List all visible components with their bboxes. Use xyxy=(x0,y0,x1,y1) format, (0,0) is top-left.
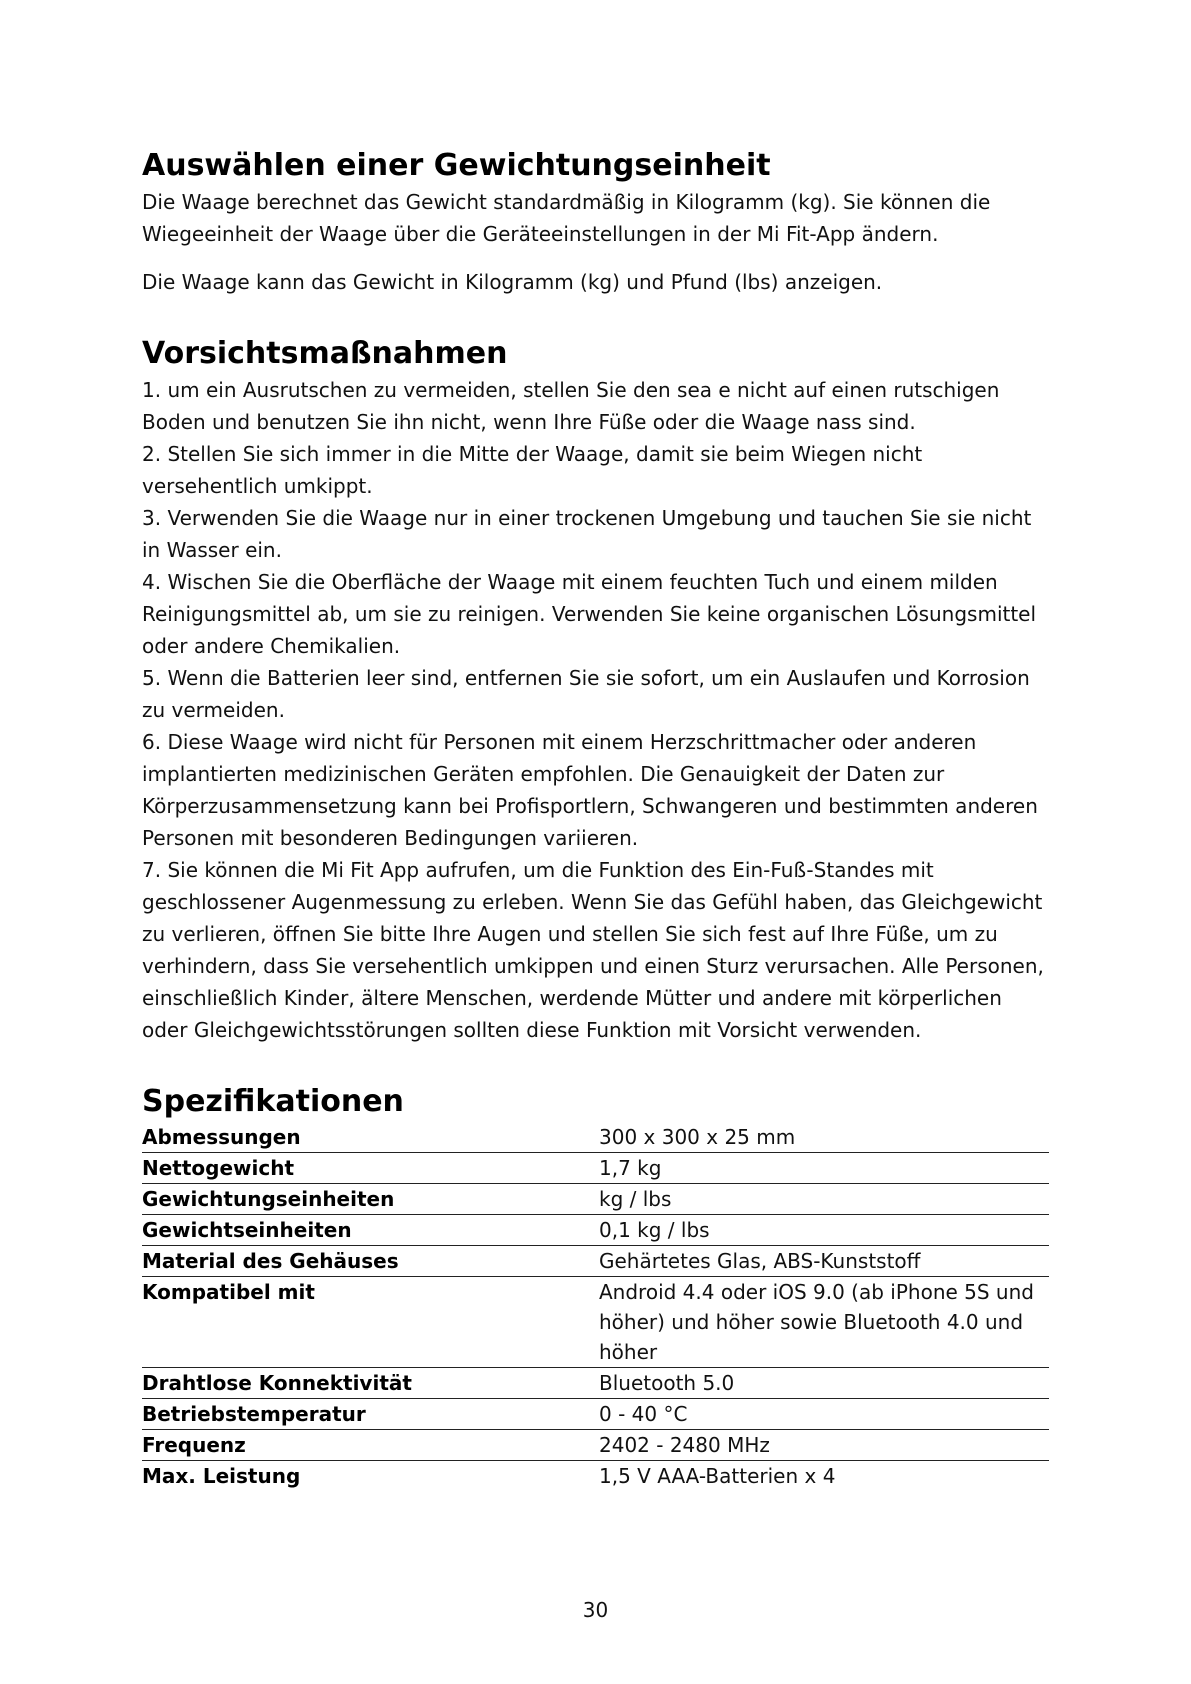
spec-value: Gehärtetes Glas, ABS-Kunststoff xyxy=(599,1246,1049,1277)
spec-row xyxy=(142,1430,1049,1461)
weight-unit-paragraph-1: Die Waage berechnet das Gewicht standardmäßig in Kilogramm (kg). Sie können die Wiegeeinheit der Waage über die Geräteeinstellungen in der Mi Fit-App ändern. xyxy=(142,190,991,246)
spec-value: 300 x 300 x 25 mm xyxy=(599,1122,1049,1153)
spec-label: Frequenz xyxy=(142,1430,599,1461)
heading-weight-unit: Auswählen einer Gewichtungseinheit xyxy=(142,148,771,183)
spec-row xyxy=(142,1368,1049,1399)
heading-precautions: Vorsichtsmaßnahmen xyxy=(142,336,508,371)
spec-label: Abmessungen xyxy=(142,1122,599,1153)
spec-row xyxy=(142,1153,1049,1184)
spec-value: Bluetooth 5.0 xyxy=(599,1368,1049,1399)
page-number: 30 xyxy=(582,1598,609,1622)
precaution-item: 6. Diese Waage wird nicht für Personen mit einem Herzschrittmacher oder anderen implantierten medizinischen Geräten empfohlen. Die Genauigkeit der Daten zur Körperzusammensetzung kann bei Profisportlern, Schwangeren und bestimmten anderen Personen mit besonderen Bedingungen variieren. xyxy=(142,730,1038,850)
spec-value: Android 4.4 oder iOS 9.0 (ab iPhone 5S und höher) und höher sowie Bluetooth 4.0 und höher xyxy=(599,1277,1049,1368)
spec-row xyxy=(142,1122,1049,1153)
precaution-item: 2. Stellen Sie sich immer in die Mitte der Waage, damit sie beim Wiegen nicht versehentlich umkippt. xyxy=(142,442,923,498)
precaution-item: 1. um ein Ausrutschen zu vermeiden, stellen Sie den sea e nicht auf einen rutschigen Boden und benutzen Sie ihn nicht, wenn Ihre Füße oder die Waage nass sind. xyxy=(142,378,1000,434)
spec-value: kg / lbs xyxy=(599,1184,1049,1215)
heading-specifications: Spezifikationen xyxy=(142,1084,404,1119)
spec-label: Material des Gehäuses xyxy=(142,1246,599,1277)
document-page xyxy=(142,146,1050,1491)
spec-label: Betriebstemperatur xyxy=(142,1399,599,1430)
spec-value: 0,1 kg / lbs xyxy=(599,1215,1049,1246)
spec-label: Kompatibel mit xyxy=(142,1277,599,1368)
spec-label: Max. Leistung xyxy=(142,1464,301,1488)
spec-label: Gewichtseinheiten xyxy=(142,1215,599,1246)
spec-value: 1,7 kg xyxy=(599,1153,1049,1184)
precaution-item: 5. Wenn die Batterien leer sind, entfernen Sie sie sofort, um ein Auslaufen und Korrosion zu vermeiden. xyxy=(142,666,1030,722)
spec-value: 0 - 40 °C xyxy=(599,1399,1049,1430)
spec-row xyxy=(142,1399,1049,1430)
precaution-item: 3. Verwenden Sie die Waage nur in einer trockenen Umgebung und tauchen Sie sie nicht in Wasser ein. xyxy=(142,506,1032,562)
spec-row xyxy=(142,1277,1049,1368)
precaution-item: 4. Wischen Sie die Oberfläche der Waage mit einem feuchten Tuch und einem milden Reinigungsmittel ab, um sie zu reinigen. Verwenden Sie keine organischen Lösungsmittel oder andere Chemikalien. xyxy=(142,570,1037,658)
precautions-list xyxy=(142,374,1050,1046)
spec-label: Drahtlose Konnektivität xyxy=(142,1368,599,1399)
spec-value: 1,5 V AAA-Batterien x 4 xyxy=(599,1464,836,1488)
spec-label: Nettogewicht xyxy=(142,1153,599,1184)
spec-row xyxy=(142,1461,1049,1492)
spec-row xyxy=(142,1184,1049,1215)
spec-row xyxy=(142,1246,1049,1277)
precaution-item: 7. Sie können die Mi Fit App aufrufen, um die Funktion des Ein-Fuß-Standes mit geschlossener Augenmessung zu erleben. Wenn Sie das Gefühl haben, das Gleichgewicht zu verlieren, öffnen Sie bitte Ihre Augen und stellen Sie sich fest auf Ihre Füße, um zu verhindern, dass Sie versehentlich umkippen und einen Sturz verursachen. Alle Personen, einschließlich Kinder, ältere Menschen, werdende Mütter und andere mit körperlichen oder Gleichgewichtsstörungen sollten diese Funktion mit Vorsicht verwenden. xyxy=(142,858,1044,1042)
spec-row xyxy=(142,1215,1049,1246)
specifications-table xyxy=(142,1122,1049,1491)
weight-unit-paragraph-2: Die Waage kann das Gewicht in Kilogramm (kg) und Pfund (lbs) anzeigen. xyxy=(142,270,883,294)
spec-value: 2402 - 2480 MHz xyxy=(599,1430,1049,1461)
spec-label: Gewichtungseinheiten xyxy=(142,1184,599,1215)
